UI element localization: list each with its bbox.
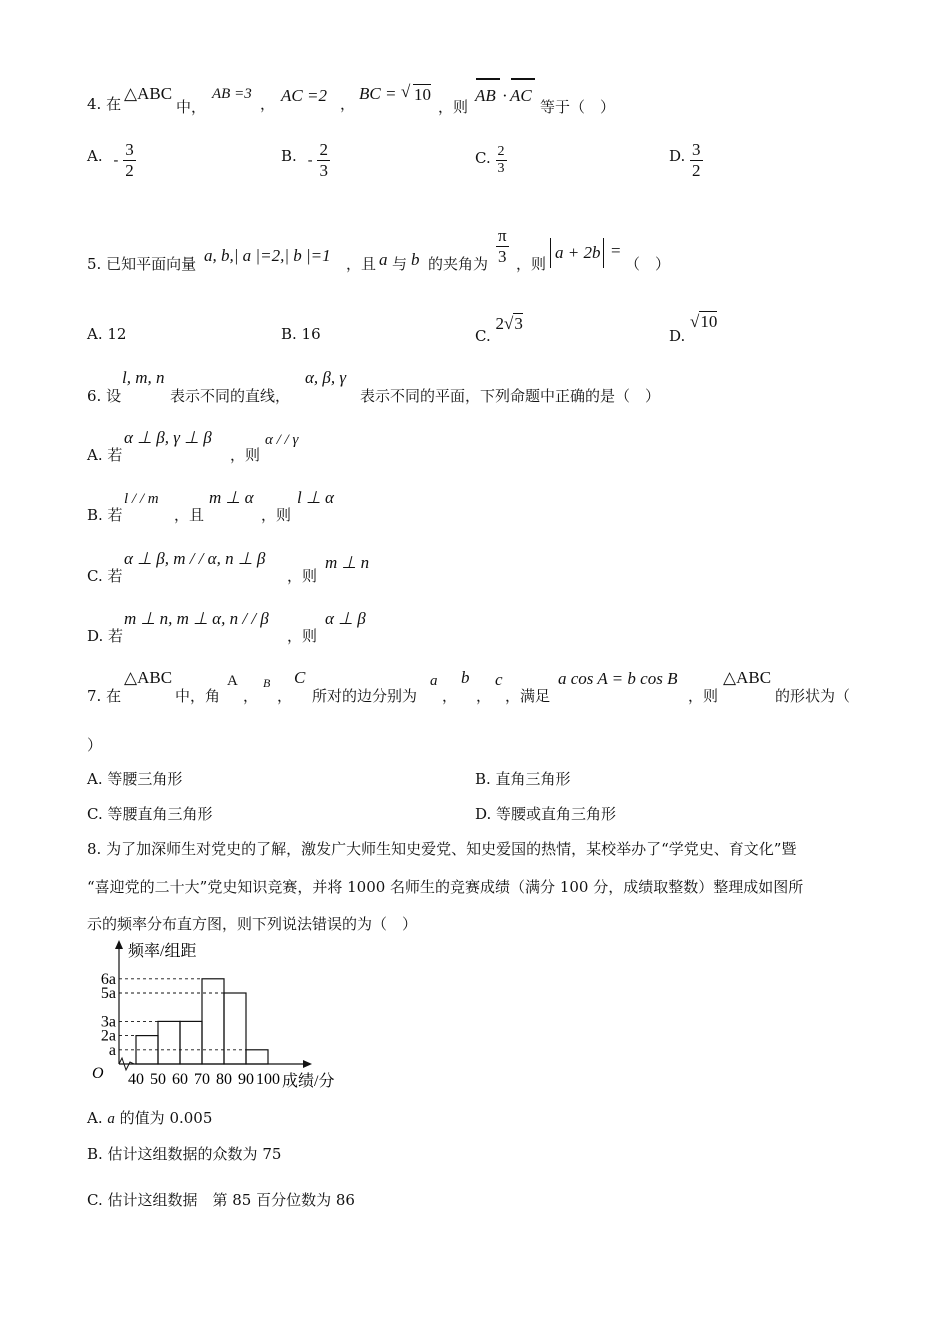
x-tick-label: 50: [150, 1071, 166, 1088]
q7-sep3: ，: [442, 687, 458, 705]
q7-mid: 中，角: [175, 687, 221, 705]
q6-mid: 表示不同的直线，: [170, 387, 291, 405]
q4-dot: ·: [502, 86, 508, 105]
q4-ab: AB =3: [212, 86, 252, 102]
q7-angle-b: B: [263, 676, 271, 690]
histogram-bar: [158, 1021, 180, 1064]
q4-option-b[interactable]: B. - $\frac{2}{3}$: [281, 140, 328, 180]
q8-line2: “喜迎党的二十大”党史知识竞赛，并将 1000 名师生的竞赛成绩（满分 100 分，成绩取整数）整理成如图所: [87, 878, 804, 896]
q7-condition: a cos A = b cos B: [558, 669, 678, 688]
q5-abs-right: [603, 238, 604, 268]
histogram-bar: [180, 1021, 202, 1064]
y-tick-label: 5a: [100, 985, 116, 1002]
x-axis-label: 成绩/分: [282, 1073, 335, 1090]
q4-stem: [87, 93, 121, 114]
q7-then: ，则: [688, 687, 719, 705]
origin-label: O: [92, 1065, 104, 1082]
q7-sides-text: 所对的边分别为: [312, 687, 418, 705]
q8-option-b[interactable]: B. 估计这组数据的众数为 75: [87, 1145, 282, 1163]
q4-vector-ab: AB: [475, 86, 496, 105]
q7-side-b: b: [461, 668, 470, 687]
q4-option-a[interactable]: A. - $\frac{3}{2}$: [87, 140, 134, 180]
q7-sep2: ，: [277, 687, 293, 705]
y-tick-label: 2a: [100, 1027, 116, 1045]
q5-prefix: 5. 已知平面向量: [87, 255, 197, 273]
q5-option-b[interactable]: B. 16: [281, 325, 321, 343]
q7-close: ）: [87, 736, 103, 754]
histogram-bar: [202, 979, 224, 1064]
q4-vector-ac: AC: [510, 86, 532, 105]
x-tick-label: 80: [216, 1071, 232, 1088]
q7-prefix: 7. 在: [87, 687, 122, 705]
q7-angle-c: C: [294, 668, 306, 687]
q5-option-a[interactable]: A. 12: [87, 325, 127, 343]
q4-comma1: ，: [260, 95, 276, 113]
q5-angle-text: 的夹角为: [428, 255, 489, 273]
q5-abs-left: [550, 238, 551, 268]
x-tick-label: 70: [194, 1071, 210, 1088]
q8-option-a[interactable]: A. a 的值为 0.005: [87, 1109, 213, 1127]
q7-option-a[interactable]: A. 等腰三角形: [87, 770, 183, 788]
q7-cond-pre: ，满足: [505, 687, 551, 705]
y-tick-label: 3a: [100, 1013, 116, 1031]
q8-option-c[interactable]: C. 估计这组数据 第 85 百分位数为 86: [87, 1191, 355, 1209]
x-tick-label: 60: [172, 1071, 188, 1088]
q4-bc-value: 10: [414, 85, 431, 104]
q4-suffix: 等于（ ）: [540, 98, 616, 116]
q7-angle-a: A: [227, 673, 238, 689]
q7-triangle-2: △ABC: [723, 668, 772, 687]
q5-mid: ，且: [346, 255, 377, 273]
q4-option-c[interactable]: C. $\frac{2}{3}$: [475, 144, 505, 176]
q4-comma2: ，: [340, 95, 356, 113]
q6-lines: l, m, n: [122, 368, 165, 387]
q7-triangle: △ABC: [124, 668, 173, 687]
x-tick-label: 90: [238, 1071, 254, 1088]
q4-ac: AC =2: [281, 86, 327, 105]
q7-side-c: c: [495, 670, 503, 689]
q5-b: b: [411, 250, 420, 269]
q5-then: ，则: [516, 255, 547, 273]
q4-arrow-ac: [511, 78, 535, 80]
fraction: $\frac{3}{2}$: [692, 140, 701, 180]
histogram-bar: [246, 1050, 268, 1064]
fraction: $\frac{3}{2}$: [125, 140, 134, 180]
q5-vectors: a, b,| a |=2,| b |=1: [204, 246, 331, 265]
histogram-bar: [224, 993, 246, 1064]
x-axis-arrow: [303, 1060, 312, 1068]
q7-suffix: 的形状为（: [775, 687, 851, 705]
q6-prefix: 6. 设: [87, 387, 122, 405]
q5-equals: =: [611, 241, 621, 260]
frequency-histogram: [84, 936, 354, 1096]
q4-arrow-ab: [476, 78, 500, 80]
q4-bc: BC =: [359, 84, 397, 103]
q7-option-b[interactable]: B. 直角三角形: [475, 770, 571, 788]
y-tick-label: a: [108, 1041, 116, 1059]
q7-option-d[interactable]: D. 等腰或直角三角形: [475, 805, 617, 823]
fraction: $\frac{2}{3}$: [319, 140, 328, 180]
q5-with: 与: [392, 255, 408, 273]
fraction: $\frac{2}{3}$: [497, 144, 505, 176]
q5-pi-over-3: $\frac{\pi}{3}$: [498, 226, 507, 266]
q5-expression: a + 2b: [555, 243, 601, 262]
y-axis-arrow: [115, 940, 123, 949]
q8-line3: 示的频率分布直方图，则下列说法错误的为（ ）: [87, 915, 418, 933]
q7-sep1: ，: [243, 687, 259, 705]
y-axis-label: 频率/组距: [128, 943, 197, 960]
q8-line1: 8. 为了加深师生对党史的了解，激发广大师生知史爱党、知史爱国的热情，某校举办了“学党史、育文化”暨: [87, 840, 797, 858]
q4-then: ，则: [438, 98, 469, 116]
q7-sep4: ，: [476, 687, 492, 705]
q5-a: a: [379, 250, 388, 269]
q7-option-c[interactable]: C. 等腰直角三角形: [87, 805, 213, 823]
q4-option-d[interactable]: D. $\frac{3}{2}$: [669, 140, 701, 180]
q4-mid: 中，: [176, 98, 207, 116]
y-tick-label: 6a: [100, 970, 116, 988]
q6-suffix: 表示不同的平面，下列命题中正确的是（ ）: [360, 387, 661, 405]
q5-option-c[interactable]: C. 2√3: [475, 314, 523, 345]
q6-planes: α, β, γ: [305, 368, 347, 387]
q5-suffix: （ ）: [625, 255, 671, 273]
q4-prefix: 4. 在: [87, 95, 122, 113]
q4-sqrt-sign: √: [401, 82, 411, 101]
q5-option-d[interactable]: D. √10: [669, 312, 718, 345]
x-tick-label: 100: [256, 1071, 280, 1088]
q4-triangle: △ABC: [124, 84, 173, 103]
q7-side-a: a: [430, 673, 438, 689]
x-tick-label: 40: [128, 1071, 144, 1088]
